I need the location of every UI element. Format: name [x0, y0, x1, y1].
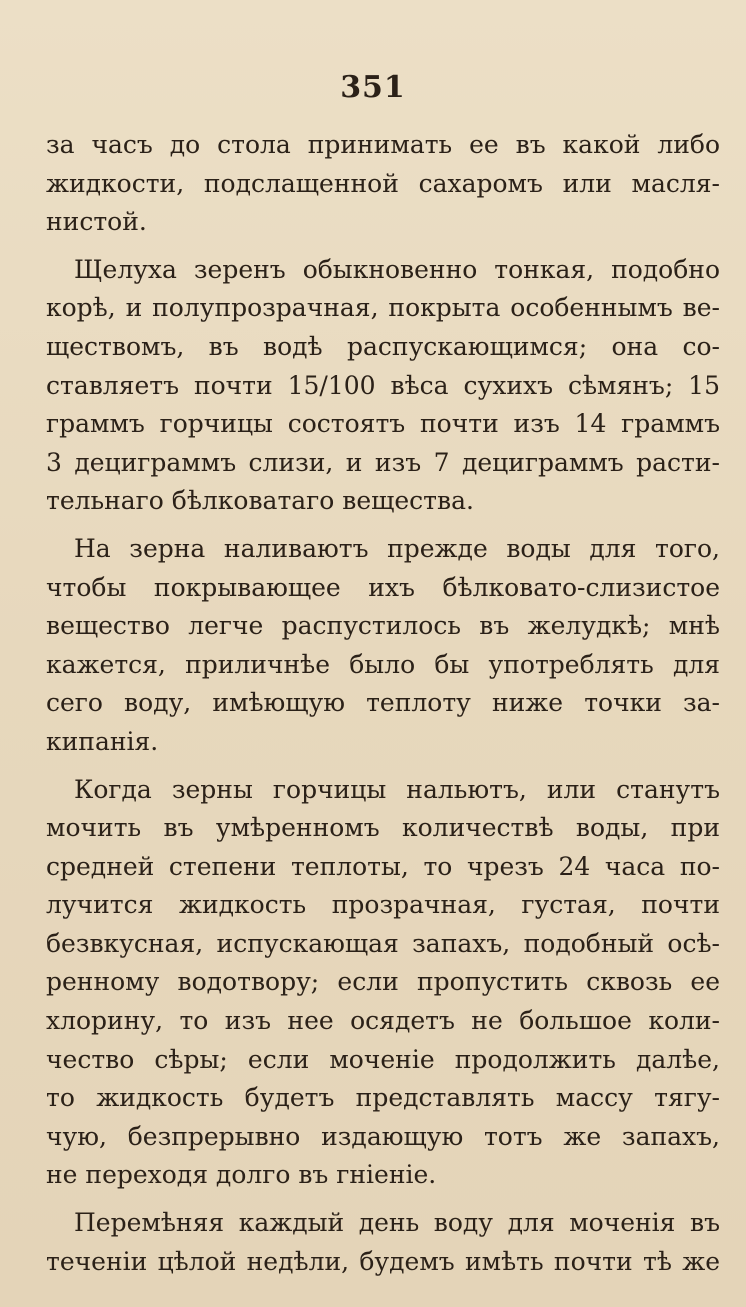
text-line: 3 дециграммъ слизи, и изъ 7 дециграммъ расти-: [46, 447, 720, 477]
text-line: кипанія.: [46, 726, 159, 756]
text-line: жидкости, подслащенной сахаромъ или масля-: [46, 168, 720, 198]
text-line: теченіи цѣлой недѣли, будемъ имѣть почти тѣ же: [46, 1246, 720, 1276]
page-number: 351: [340, 70, 406, 105]
text-line: Перемѣняя каждый день воду для моченія въ: [74, 1208, 720, 1238]
paragraph-1: [46, 126, 720, 242]
text-line: хлорину, то изъ нее осядетъ не большое коли-: [46, 1006, 720, 1036]
text-line: вещество легче распустилось въ желудкѣ; мнѣ: [46, 611, 720, 641]
text-line: ществомъ, въ водѣ распускающимся; она со-: [46, 331, 720, 361]
paragraph-5: [46, 1204, 720, 1281]
paragraph-4: [46, 771, 720, 1196]
text-line: Щелуха зеренъ обыкновенно тонкая, подобно: [74, 254, 720, 284]
text-line: тельнаго бѣлковатаго вещества.: [46, 486, 474, 516]
text-line: безвкусная, испускающая запахъ, подобный осѣ-: [46, 928, 720, 958]
text-line: ставляетъ почти 15/100 вѣса сухихъ сѣмянъ; 15: [46, 370, 720, 400]
text-line: то жидкость будетъ представлять массу тягу-: [46, 1083, 720, 1113]
text-line: чество сѣры; если моченіе продолжить далѣе,: [46, 1044, 720, 1074]
text-line: нистой.: [46, 207, 147, 237]
text-line: чтобы покрывающее ихъ бѣлковато-слизистое: [46, 572, 720, 602]
text-line: мочить въ умѣренномъ количествѣ воды, при: [46, 813, 720, 843]
text-line: граммъ горчицы состоятъ почти изъ 14 граммъ: [46, 409, 720, 439]
text-line: за часъ до стола принимать ее въ какой либо: [46, 130, 720, 159]
text-line: лучится жидкость прозрачная, густая, почти: [46, 890, 720, 920]
page-text: [46, 126, 720, 1281]
text-line: ренному водотвору; если пропустить сквозь ее: [46, 967, 720, 997]
text-line: кажется, приличнѣе было бы употреблять для: [46, 649, 720, 679]
text-line: корѣ, и полупрозрачная, покрыта особеннымъ ве-: [46, 293, 720, 323]
text-line: не переходя долго въ гніеніе.: [46, 1160, 437, 1190]
text-line: сего воду, имѣющую теплоту ниже точки за-: [46, 688, 720, 718]
paragraph-2: [46, 251, 720, 521]
text-line: На зерна наливаютъ прежде воды для того,: [74, 533, 720, 563]
paragraph-3: [46, 530, 720, 762]
text-line: Когда зерны горчицы нальютъ, или станутъ: [74, 774, 720, 804]
text-line: чую, безпрерывно издающую тотъ же запахъ,: [46, 1121, 720, 1151]
text-line: средней степени теплоты, то чрезъ 24 часа по-: [46, 851, 720, 881]
